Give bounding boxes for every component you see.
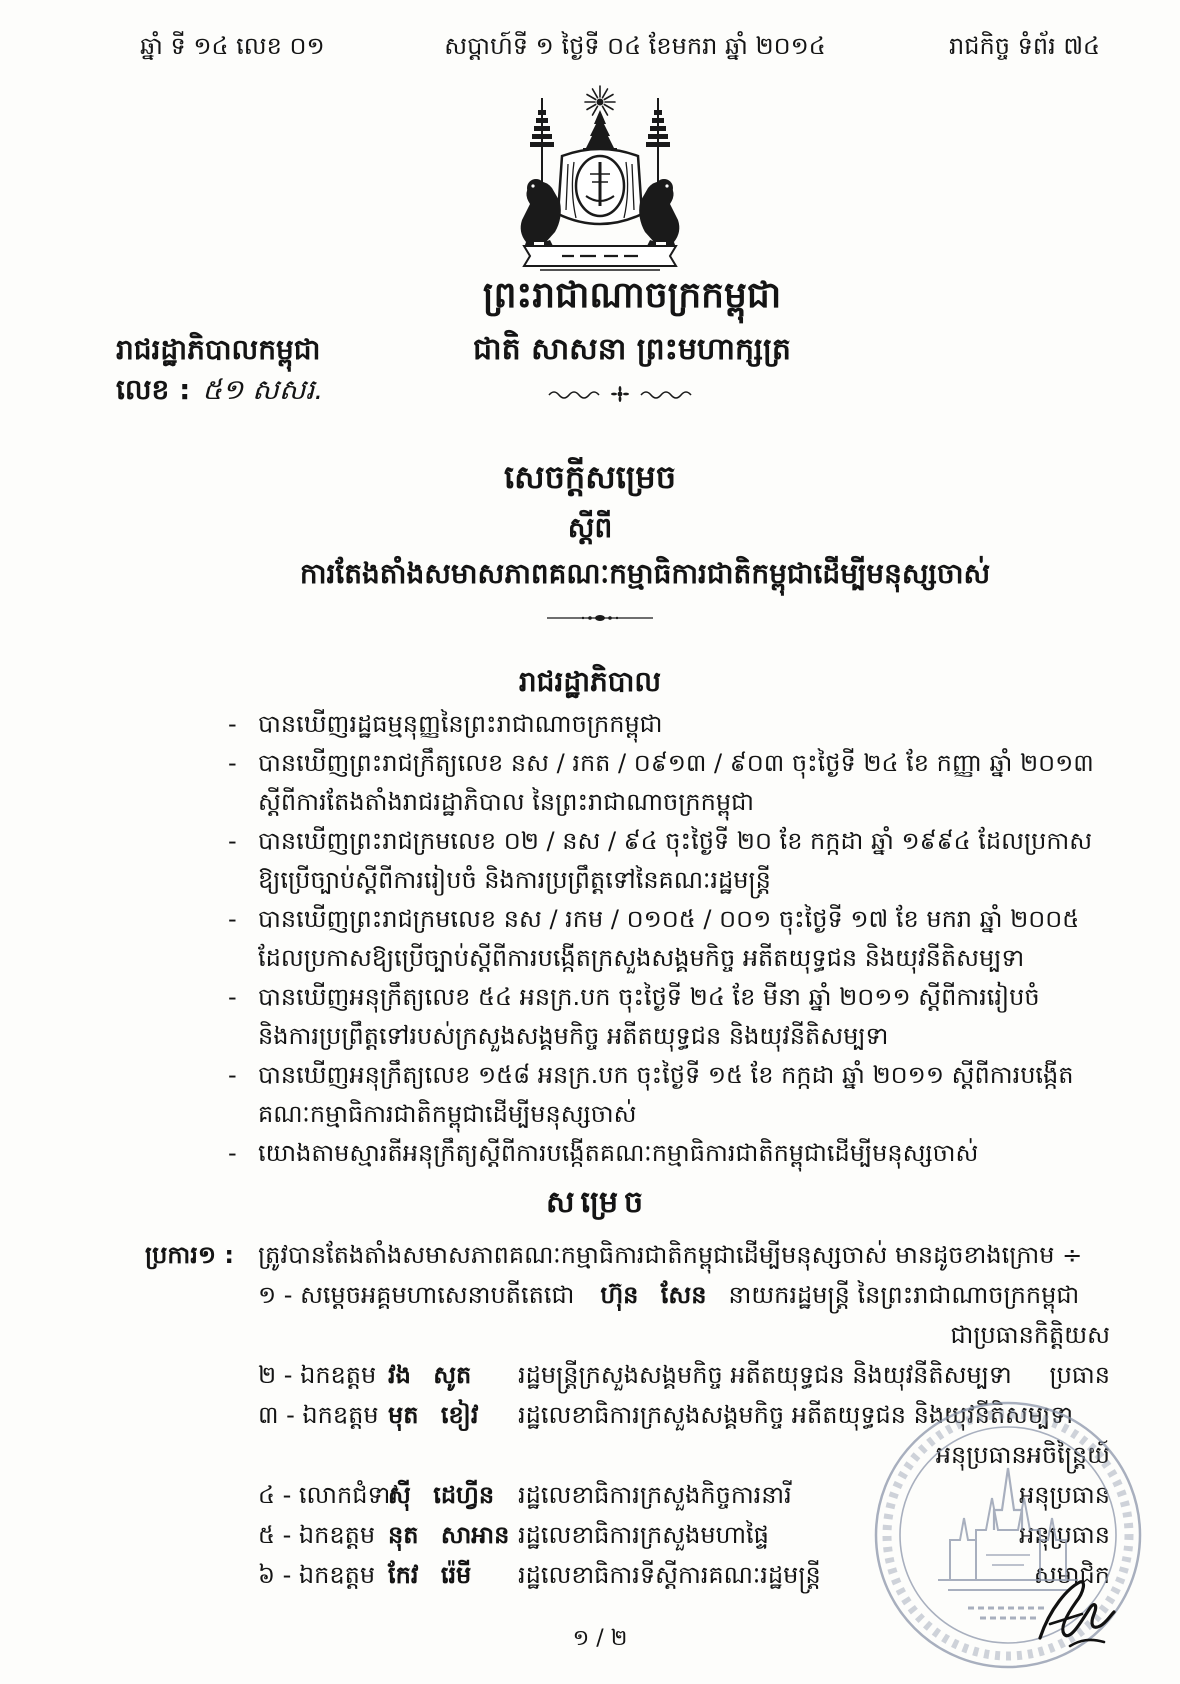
- member-title: ៣ - ឯកឧត្តម: [258, 1401, 379, 1429]
- preamble-bullet: [145, 705, 1110, 744]
- member-name: នុត សាអាន: [388, 1521, 510, 1549]
- member-name: វង សូត: [388, 1361, 472, 1389]
- gazette-issue: ឆ្នាំ ទី ១៤ លេខ ០១: [140, 32, 325, 60]
- member-name: ហ៊ុន សែន: [600, 1281, 707, 1309]
- member-role: អនុប្រធានអចិន្ត្រៃយ៍: [935, 1441, 1110, 1469]
- member-role: អនុប្រធាន: [1019, 1481, 1110, 1509]
- member-title: ៤ - លោកជំទាវ: [258, 1481, 398, 1509]
- member-position: រដ្ឋលេខាធិការក្រសួងសង្គមកិច្ច អតីតយុទ្ធជន និងយុវនីតិសម្បទា: [518, 1401, 1074, 1429]
- member-title: ២ - ឯកឧត្តម: [258, 1361, 377, 1389]
- member-role: សមាជិក: [1033, 1561, 1110, 1589]
- decision-title: សេចក្តីសម្រេច: [503, 458, 677, 496]
- member-position: រដ្ឋលេខាធិការទីស្តីការគណៈរដ្ឋមន្ត្រី: [518, 1561, 821, 1589]
- member-row: [258, 1475, 1110, 1515]
- member-name: មុត ខៀវ: [388, 1401, 479, 1429]
- member-title: ៦ - ឯកឧត្តម: [258, 1561, 376, 1589]
- article-text: ត្រូវបានតែងតាំងសមាសភាពគណៈកម្មាធិការជាតិកម្ពុជាដើម្បីមនុស្សចាស់ មានដូចខាងក្រោម ÷: [258, 1241, 1083, 1269]
- member-role: អនុប្រធាន: [1019, 1521, 1110, 1549]
- floral-divider-icon: [545, 386, 695, 402]
- member-role: ប្រធាន: [1049, 1361, 1110, 1389]
- bullet-line: បានឃើញព្រះរាជក្រឹត្យលេខ នស / រកត / ០៩១៣ / ៩០៣ ចុះថ្ងៃទី ២៤ ខែ កញ្ញា ឆ្នាំ ២០១៣: [258, 749, 1094, 777]
- bullet-marker: -: [228, 827, 237, 855]
- document-number: [116, 370, 323, 410]
- bullet-marker: -: [228, 710, 237, 738]
- bullet-line: យោងតាមស្មារតីអនុក្រឹត្យស្តីពីការបង្កើតគណៈកម្មាធិការជាតិកម្ពុជាដើម្បីមនុស្សចាស់: [258, 1139, 979, 1167]
- bullet-marker: -: [228, 1061, 237, 1089]
- article-1: [145, 1235, 1110, 1275]
- kingdom-name: ព្រះរាជាណាចក្រកម្ពុជា: [482, 275, 782, 316]
- member-position: រដ្ឋមន្ត្រីក្រសួងសង្គមកិច្ច អតីតយុទ្ធជន និងយុវនីតិសម្បទា: [518, 1361, 1012, 1389]
- bullet-marker: -: [228, 983, 237, 1011]
- bullet-marker: -: [228, 749, 237, 777]
- preamble-bullet: [145, 744, 1110, 822]
- preamble-bullet: [145, 978, 1110, 1056]
- member-row: [258, 1515, 1110, 1555]
- member-role: ជាប្រធានកិត្តិយស: [950, 1321, 1110, 1349]
- preamble-bullet: [145, 1056, 1110, 1134]
- member-name: កែវ រ៉េមី: [388, 1561, 472, 1589]
- gazette-date: សប្តាហ៍ទី ១ ថ្ងៃទី ០៤ ខែមករា ឆ្នាំ ២០១៤: [444, 32, 826, 60]
- article-label: ប្រការ១ :: [145, 1241, 234, 1269]
- ornamental-rule-icon: [545, 612, 655, 624]
- issuer-name: រាជរដ្ឋាភិបាលកម្ពុជា: [116, 333, 321, 366]
- preamble-bullet: [145, 900, 1110, 978]
- member-position: រដ្ឋលេខាធិការក្រសួងមហាផ្ទៃ: [518, 1521, 769, 1549]
- member-list: [145, 1275, 1110, 1595]
- bullet-line: បានឃើញព្រះរាជក្រមលេខ ០២ / នស / ៩៤ ចុះថ្ងៃទី ២០ ខែ កក្កដា ឆ្នាំ ១៩៩៤ ដែលប្រកាស: [258, 827, 1093, 855]
- bullet-marker: -: [228, 905, 237, 933]
- bullet-line: ឱ្យប្រើច្បាប់ស្តីពីការរៀបចំ និងការប្រព្រឹត្តទៅនៃគណៈរដ្ឋមន្ត្រី: [258, 866, 771, 894]
- resolution-heading: សម្រេច: [545, 1185, 650, 1220]
- decision-subject: ការតែងតាំងសមាសភាពគណៈកម្មាធិការជាតិកម្ពុជាដើម្បីមនុស្សចាស់: [299, 557, 991, 590]
- bullet-line: គណៈកម្មាធិការជាតិកម្ពុជាដើម្បីមនុស្សចាស់: [258, 1100, 637, 1128]
- preamble-heading: រាជរដ្ឋាភិបាល: [518, 665, 662, 698]
- page-number: ១ / ២: [572, 1626, 628, 1651]
- bullet-line: បានឃើញព្រះរាជក្រមលេខ នស / រកម / ០១០៥ / ០០១ ចុះថ្ងៃទី ១៧ ខែ មករា ឆ្នាំ ២០០៥: [258, 905, 1080, 933]
- member-row: [258, 1555, 1110, 1595]
- bullet-line: ដែលប្រកាសឱ្យប្រើច្បាប់ស្តីពីការបង្កើតក្រសួងសង្គមកិច្ច អតីតយុទ្ធជន និងយុវនីតិសម្បទា: [258, 944, 1025, 972]
- bullet-line: និងការប្រព្រឹត្តទៅរបស់ក្រសួងសង្គមកិច្ច អតីតយុទ្ធជន និងយុវនីតិសម្បទា: [258, 1022, 889, 1050]
- preamble-bullet: [145, 822, 1110, 900]
- bullet-line: បានឃើញអនុក្រឹត្យលេខ ៥៤ អនក្រ.បក ចុះថ្ងៃទី ២៤ ខែ មីនា ឆ្នាំ ២០១១ ស្តីពីការរៀបចំ: [258, 983, 1040, 1011]
- member-row: [258, 1275, 1110, 1315]
- member-name: ស៊ី ដេហ្វីន: [388, 1481, 495, 1509]
- coat-of-arms-icon: [500, 82, 700, 272]
- member-row: [258, 1355, 1110, 1395]
- national-motto: ជាតិ សាសនា ព្រះមហាក្សត្រ: [473, 332, 791, 367]
- member-title: ៥ - ឯកឧត្តម: [258, 1521, 376, 1549]
- member-position: រដ្ឋលេខាធិការក្រសួងកិច្ចការនារី: [518, 1481, 792, 1509]
- bullet-marker: -: [228, 1139, 237, 1167]
- member-title: ១ - សម្តេចអគ្គមហាសេនាបតីតេជោ: [258, 1281, 575, 1309]
- bullet-line: ស្តីពីការតែងតាំងរាជរដ្ឋាភិបាល នៃព្រះរាជាណាចក្រកម្ពុជា: [258, 788, 754, 816]
- decision-about: ស្តីពី: [567, 511, 613, 544]
- gazette-page: រាជកិច្ច ទំព័រ ៧៤: [949, 32, 1100, 60]
- document-body: [145, 705, 1110, 1595]
- document-number-value: ៥១ សសរ.: [202, 373, 324, 406]
- bullet-line: បានឃើញអនុក្រឹត្យលេខ ១៥៨ អនក្រ.បក ចុះថ្ងៃទី ១៥ ខែ កក្កដា ឆ្នាំ ២០១១ ស្តីពីការបង្កើត: [258, 1061, 1074, 1089]
- document-number-label: លេខ :: [116, 373, 191, 406]
- bullet-line: បានឃើញរដ្ឋធម្មនុញ្ញនៃព្រះរាជាណាចក្រកម្ពុជា: [258, 710, 663, 738]
- preamble-bullet: [145, 1134, 1110, 1173]
- member-position: នាយករដ្ឋមន្ត្រី នៃព្រះរាជាណាចក្រកម្ពុជា: [728, 1281, 1080, 1309]
- member-row: [258, 1395, 1110, 1435]
